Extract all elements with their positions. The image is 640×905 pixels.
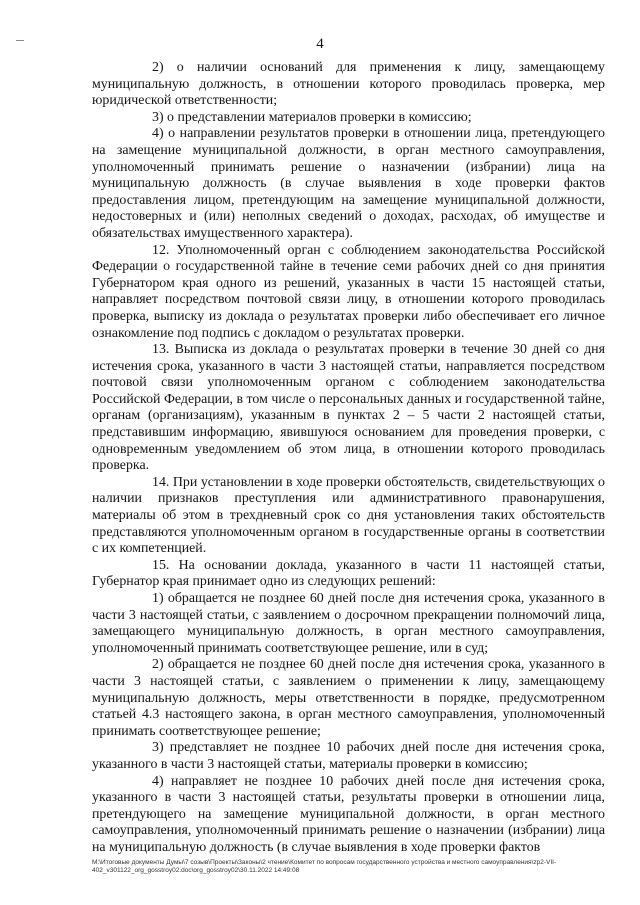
paragraph: 4) направляет не позднее 10 рабочих дней после дня истечения срока, указанного в части 3 настоящей статьи, результаты проверки в отношении лица, претендующего на замещение муниципальной должности, в орган местного самоуправления, уполномоченный принимать решение о назначении (избрании) лица на муниципальную должность (в случае выявления в ходе проверки фактов [92,773,605,855]
file-path-footer: M:\Итоговые документы Думы\7 созыв\Проекты\Законы\2 чтение\Комитет по вопросам государственного устройства и местного самоуправления\zp2-VII-402_v301122_org_gosstroy02.doc\org_gosstroy02\30.11.2022 14:49:08 [92,859,557,874]
paragraph: 3) представляет не позднее 10 рабочих дней после дня истечения срока, указанного в части 3 настоящей статьи, материалы проверки в комиссию; [92,740,605,772]
paragraph: 2) о наличии оснований для применения к лицу, замещающему муниципальную должность, в отношении которого проводилась проверка, мер юридической ответственности; [92,60,605,109]
paragraph: 15. На основании доклада, указанного в части 11 настоящей статьи, Губернатор края принимает одно из следующих решений: [92,557,605,590]
paragraph: 1) обращается не позднее 60 дней после дня истечения срока, указанного в части 3 настоящей статьи, с заявлением о досрочном прекращении полномочий лица, замещающего муниципальную должность, в орган местного самоуправления, уполномоченный принимать соответствующее решение, или в суд; [92,591,605,656]
document-body [92,60,605,857]
paragraph: 4) о направлении результатов проверки в отношении лица, претендующего на замещение муниципальной должности, в орган местного самоуправления, уполномоченный принимать решение о назначении (избрании) лица на муниципальную должность (в случае выявления в ходе проверки фактов предоставления лицом, претендующим на замещение муниципальной должности, недостоверных и (или) неполных сведений о доходах, расходах, об имуществе и обязательствах имущественного характера). [92,126,605,241]
paragraph: 3) о представлении материалов проверки в комиссию; [152,109,472,125]
paragraph: 12. Уполномоченный орган с соблюдением законодательства Российской Федерации о государственной тайне в течение семи рабочих дней со дня принятия Губернатором края одного из решений, указанных в части 15 настоящей статьи, направляет посредством почтовой связи лицу, в отношении которого проводилась проверка, выписку из доклада о результатах проверки либо обеспечивает его личное ознакомление под подпись с докладом о результатах проверки. [92,242,605,341]
page-number: 4 [316,36,324,52]
paragraph: 14. При установлении в ходе проверки обстоятельств, свидетельствующих о наличии признаков преступления или административного правонарушения, материалы об этом в трехдневный срок со дня установления таких обстоятельств представляются уполномоченным органом в государственные органы в соответствии с их компетенцией. [92,474,605,557]
paragraph: 13. Выписка из доклада о результатах проверки в течение 30 дней со дня истечения срока, указанного в части 3 настоящей статьи, направляется посредством почтовой связи уполномоченным органом с соблюдением законодательства Российской Федерации, в том числе о персональных данных и государственной тайне, органам (организациям), указанным в пунктах 2 – 5 части 2 настоящей статьи, представившим информацию, явившуюся основанием для проведения проверки, с одновременным уведомлением об этом лица, в отношении которого проводилась проверка. [92,342,605,474]
paragraph: 2) обращается не позднее 60 дней после дня истечения срока, указанного в части 3 настоящей статьи, с заявлением о применении к лицу, замещающему муниципальную должность, меры ответственности в порядке, предусмотренном статьей 4.3 настоящего закона, в орган местного самоуправления, уполномоченный принимать соответствующее решение; [92,657,605,739]
